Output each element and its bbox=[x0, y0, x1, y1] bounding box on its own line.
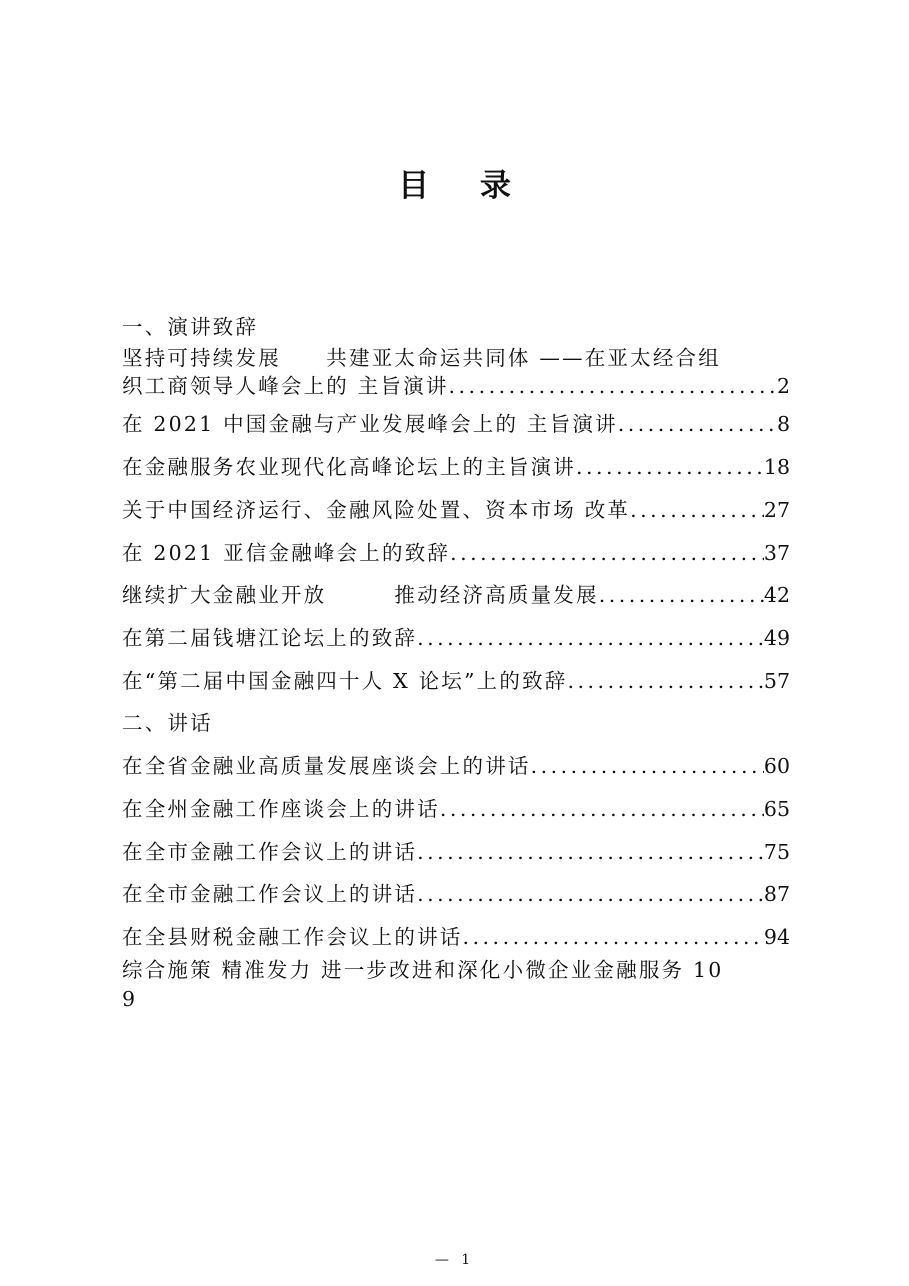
toc-entry[interactable] bbox=[122, 922, 790, 952]
toc-entry-title: 在 2021 亚信金融峰会上的致辞 bbox=[122, 541, 451, 565]
toc-page-number: 94 bbox=[763, 925, 790, 949]
section-heading: 一、演讲致辞 bbox=[122, 315, 259, 339]
page-footer-number: — 1 bbox=[434, 1252, 475, 1268]
toc-entry-title: 在“第二届中国金融四十人 X 论坛”上的致辞 bbox=[122, 669, 568, 693]
toc-entry-title: 在 2021 中国金融与产业发展峰会上的 主旨演讲 bbox=[122, 412, 618, 436]
toc-entry-title: 在全省金融业高质量发展座谈会上的讲话 bbox=[122, 754, 531, 778]
toc-entry-title: 在全州金融工作座谈会上的讲话 bbox=[122, 797, 440, 821]
toc-entry[interactable] bbox=[122, 837, 790, 867]
toc-entry-title: 在金融服务农业现代化高峰论坛上的主旨演讲 bbox=[122, 455, 576, 479]
toc-page-number: 65 bbox=[763, 797, 790, 821]
toc-leader-dots bbox=[440, 794, 764, 824]
toc-leader-dots bbox=[599, 580, 764, 610]
toc-page-number: 60 bbox=[763, 754, 790, 778]
toc-page-number: 18 bbox=[763, 455, 790, 479]
toc-page-number: 37 bbox=[763, 541, 790, 565]
toc-leader-dots bbox=[568, 666, 764, 696]
toc-page-number: 42 bbox=[763, 583, 790, 607]
section-heading: 二、讲话 bbox=[122, 711, 213, 735]
toc-page-number: 57 bbox=[763, 669, 790, 693]
toc-entry-title: 在全县财税金融工作会议上的讲话 bbox=[122, 925, 463, 949]
toc-entry-title: 织工商领导人峰会上的 主旨演讲 bbox=[122, 374, 449, 398]
toc-leader-dots bbox=[417, 879, 764, 909]
toc-entry[interactable] bbox=[122, 879, 790, 909]
toc-entry[interactable] bbox=[122, 794, 790, 824]
toc-entry-title: 关于中国经济运行、金融风险处置、资本市场 改革 bbox=[122, 498, 631, 522]
toc-page-number: 87 bbox=[763, 882, 790, 906]
toc-entry[interactable] bbox=[122, 623, 790, 653]
toc-leader-dots bbox=[463, 922, 764, 952]
toc-entry-title-line[interactable]: 坚持可持续发展 共建亚太命运共同体 ——在亚太经合组 bbox=[122, 346, 721, 370]
toc-leader-dots bbox=[618, 409, 777, 439]
toc-leader-dots bbox=[531, 751, 764, 781]
toc-leader-dots bbox=[417, 837, 764, 867]
toc-leader-dots bbox=[576, 452, 764, 482]
toc-page-number: 49 bbox=[763, 626, 790, 650]
toc-entry-title: 在全市金融工作会议上的讲话 bbox=[122, 882, 418, 906]
toc-entry[interactable] bbox=[122, 495, 790, 525]
toc-leader-dots bbox=[630, 495, 764, 525]
toc-entry-wrapped-page[interactable]: 9 bbox=[122, 987, 138, 1011]
page-title: 目 录 bbox=[398, 168, 531, 204]
toc-entry[interactable] bbox=[122, 580, 790, 610]
toc-entry[interactable] bbox=[122, 371, 790, 401]
toc-leader-dots bbox=[450, 538, 764, 568]
toc-entry[interactable] bbox=[122, 751, 790, 781]
toc-page-number: 27 bbox=[763, 498, 790, 522]
toc-leader-dots bbox=[449, 371, 777, 401]
toc-entry-title: 在全市金融工作会议上的讲话 bbox=[122, 840, 418, 864]
toc-page-number: 75 bbox=[763, 840, 790, 864]
toc-entry-title-line[interactable]: 综合施策 精准发力 进一步改进和深化小微企业金融服务 10 bbox=[122, 958, 724, 982]
toc-entry[interactable] bbox=[122, 666, 790, 696]
toc-entry-title: 继续扩大金融业开放 推动经济高质量发展 bbox=[122, 583, 599, 607]
toc-page-number: 8 bbox=[776, 412, 790, 436]
toc-leader-dots bbox=[417, 623, 764, 653]
toc-entry-title: 在第二届钱塘江论坛上的致辞 bbox=[122, 626, 418, 650]
toc-entry[interactable] bbox=[122, 538, 790, 568]
toc-entry[interactable] bbox=[122, 409, 790, 439]
toc-page-number: 2 bbox=[776, 374, 790, 398]
toc-entry[interactable] bbox=[122, 452, 790, 482]
